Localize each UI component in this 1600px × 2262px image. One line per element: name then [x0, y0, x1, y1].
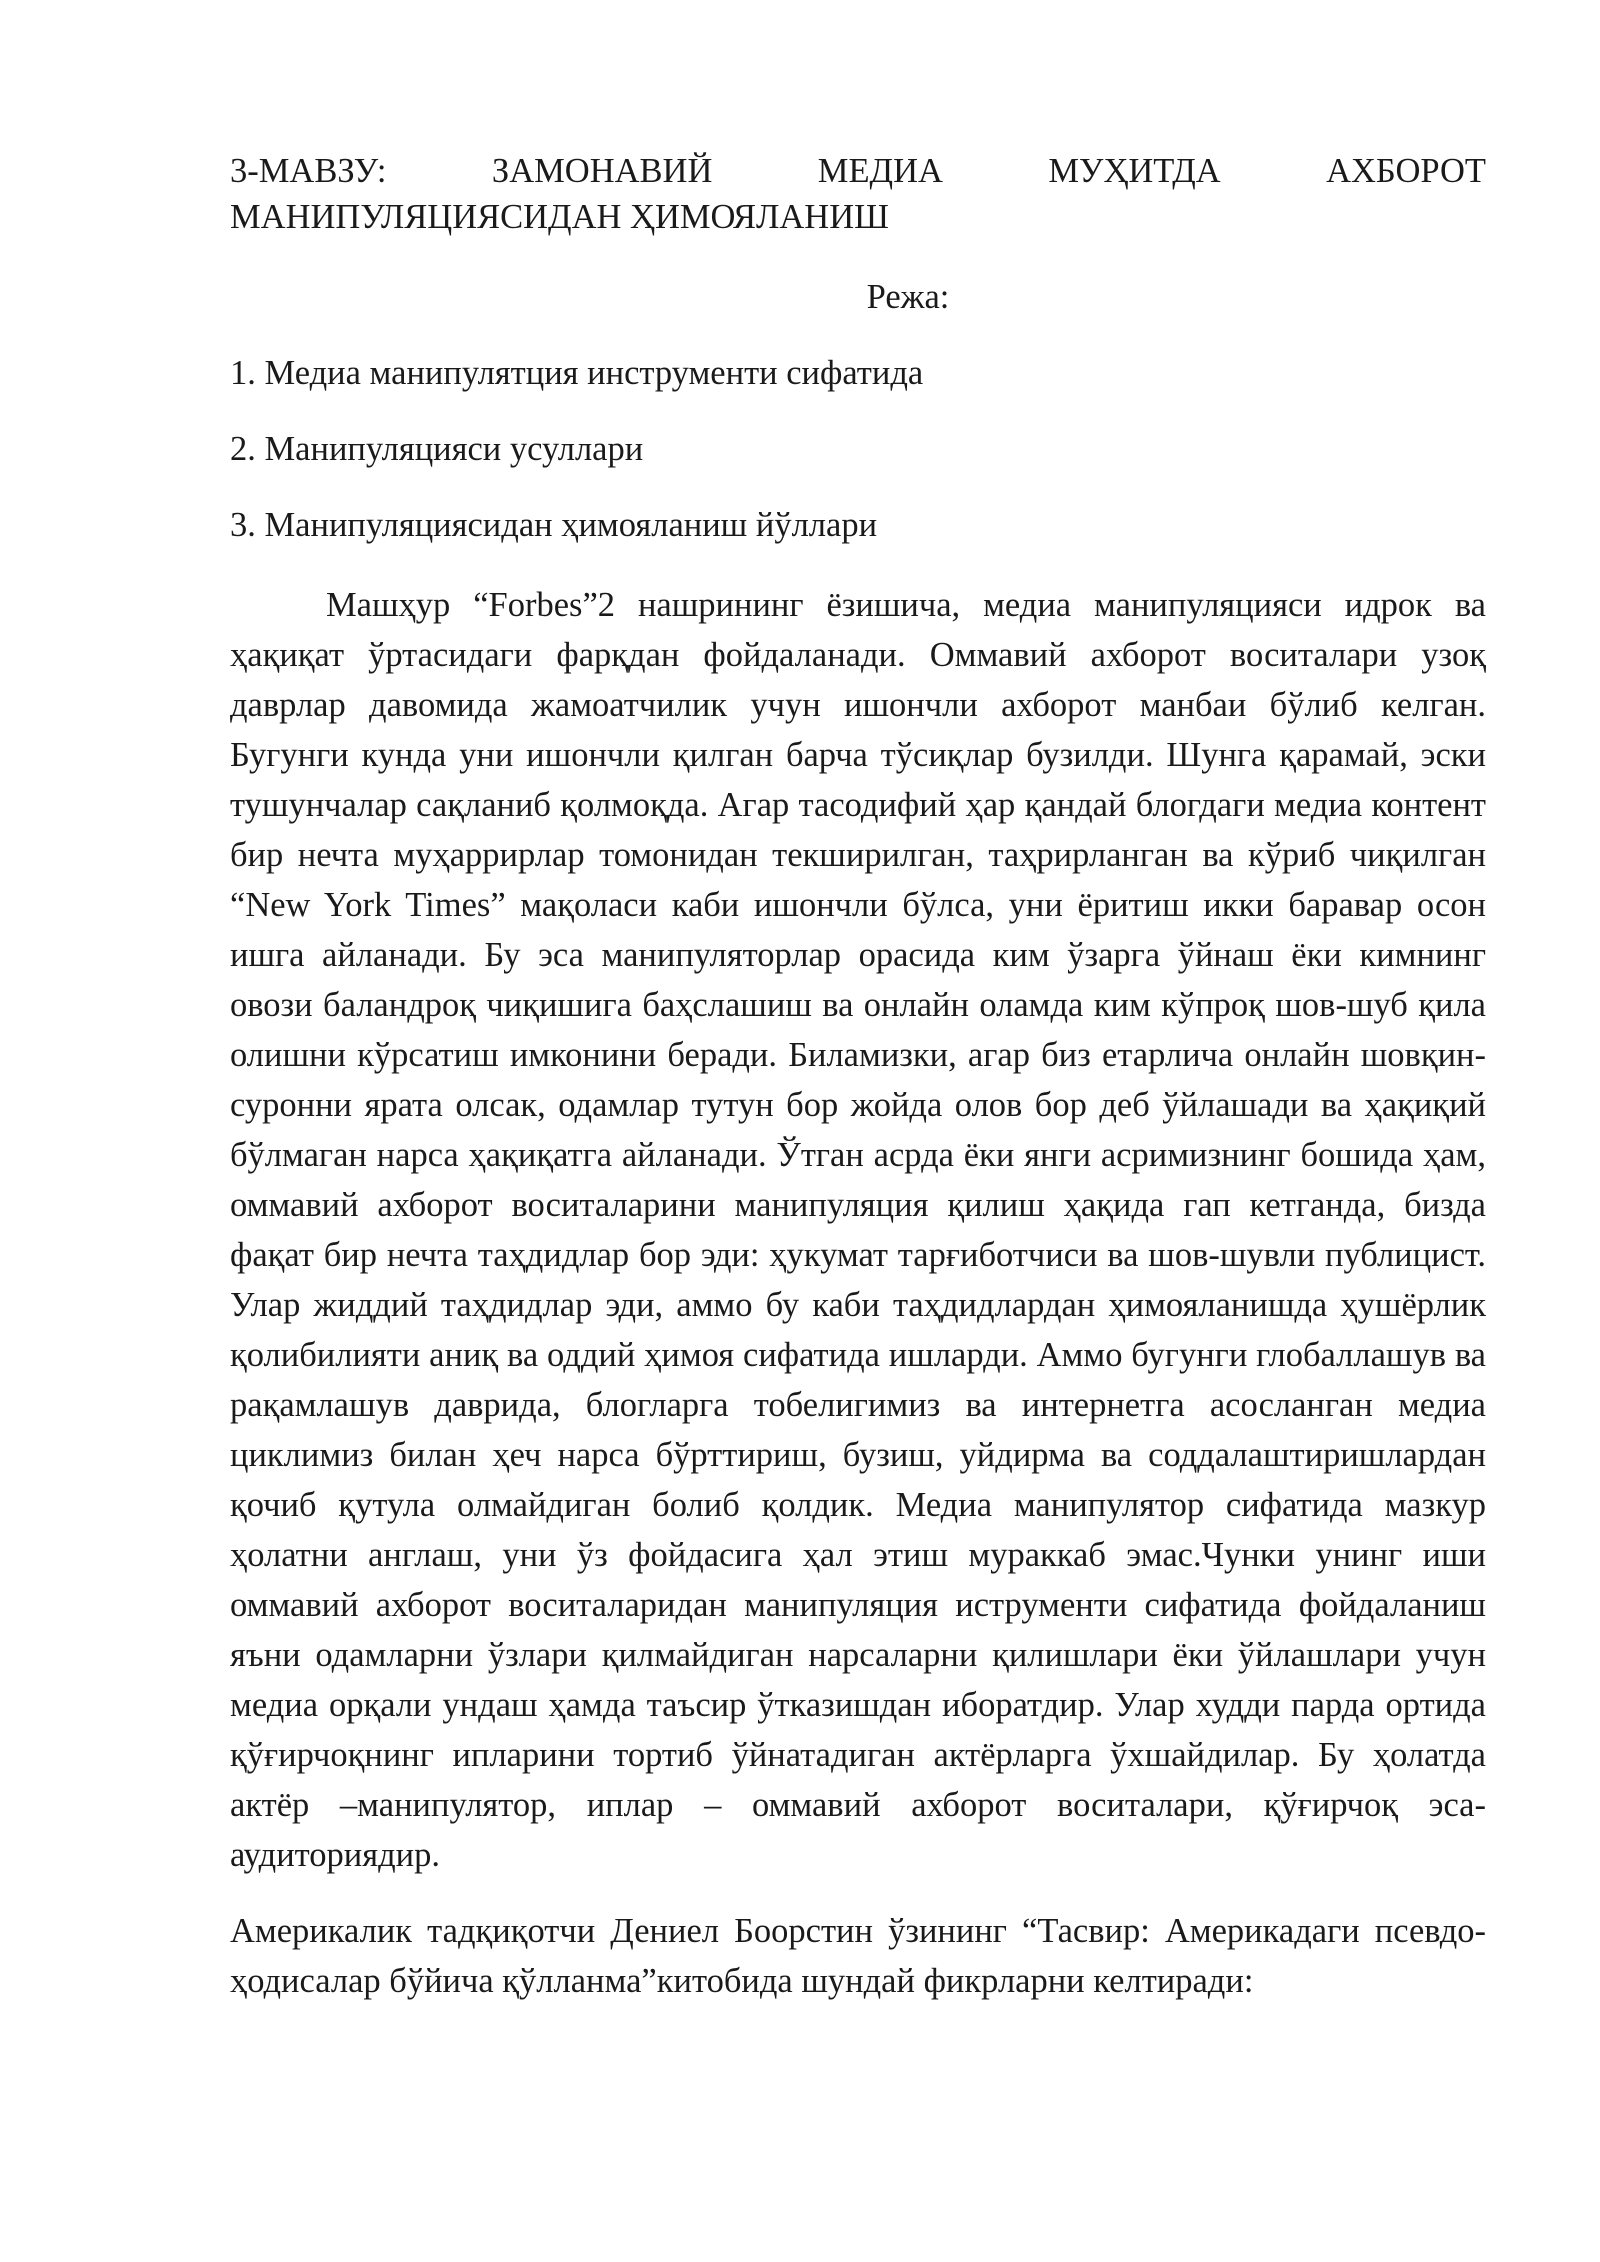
page-title: 3-МАВЗУ: ЗАМОНАВИЙ МЕДИА МУҲИТДА АХБОРОТ МАНИПУЛЯЦИЯСИДАН ҲИМОЯЛАНИШ — [230, 152, 1486, 236]
plan-item: 1. Медиа манипулятция инструменти сифатида — [230, 354, 924, 392]
body-paragraph: Машҳур “Forbes”2 нашрининг ёзишича, медиа манипуляцияси идрок ва ҳақиқат ўртасидаги фарқдан фойдаланади. Оммавий ахборот воситалари узоқ даврлар давомида жамоатчилик учун ишончли ахборот манбаи бўлиб келган. Бугунги кунда уни ишончли қилган барча тўсиқлар бузилди. Шунга қарамай, эски тушунчалар сақланиб қолмоқда. Агар тасодифий ҳар қандай блогдаги медиа контент бир нечта муҳаррирлар томонидан текширилган, таҳрирланган ва кўриб чиқилган “New York Times” мақоласи каби ишончли бўлса, уни ёритиш икки баравар осон ишга айланади. Бу эса манипуляторлар орасида ким ўзарга ўйнаш ёки кимнинг овози баландроқ чиқишига баҳслашиш ва онлайн оламда ким кўпроқ шов-шуб қила олишни кўрсатиш имконини беради. Биламизки, агар биз етарлича онлайн шовқин-суронни ярата олсак, одамлар тутун бор жойда олов бор деб ўйлашади ва ҳақиқий бўлмаган нарса ҳақиқатга айланади. Ўтган асрда ёки янги асримизнинг бошида ҳам, оммавий ахборот воситаларини манипуляция қилиш ҳақида гап кетганда, бизда фақат бир нечта таҳдидлар бор эди: ҳукумат тарғиботчиси ва шов-шувли публицист. Улар жиддий таҳдидлар эди, аммо бу каби таҳдидлардан ҳимояланишда ҳушёрлик қолибилияти аниқ ва оддий ҳимоя сифатида ишларди. Аммо бугунги глобаллашув ва рақамлашув даврида, блогларга тобелигимиз ва интернетга асосланган медиа циклимиз билан ҳеч нарса бўрттириш, бузиш, уйдирма ва соддалаштиришлардан қочиб қутула олмайдиган болиб қолдик. Медиа манипулятор сифатида мазкур ҳолатни англаш, уни ўз фойдасига ҳал этиш мураккаб эмас.Чунки унинг иши оммавий ахборот воситаларидан манипуляция иструменти сифатида фойдаланиш яъни одамларни ўзлари қилмайдиган нарсаларни қилишлари ёки ўйлашлари учун медиа орқали ундаш ҳамда таъсир ўтказишдан иборатдир. Улар худди парда ортида қўғирчоқнинг ипларини тортиб ўйнатадиган актёрларга ўхшайдилар. Бу ҳолатда актёр –манипулятор, иплар – оммавий ахборот воситалари, қўғирчоқ эса- аудиториядир. — [230, 586, 1486, 1874]
plan-list — [230, 348, 1486, 550]
plan-item: 3. Манипуляциясидан ҳимояланиш йўллари — [230, 506, 878, 544]
plan-heading: Режа: — [866, 278, 950, 316]
body-paragraph: Америкалик тадқиқотчи Дениел Боорстин ўзининг “Тасвир: Америкадаги псевдо-ҳодисалар бўйича қўлланма”китобида шундай фикрларни келтиради: — [230, 1912, 1486, 2000]
plan-item: 2. Манипуляцияси усуллари — [230, 430, 644, 468]
document-body — [230, 148, 1486, 2006]
